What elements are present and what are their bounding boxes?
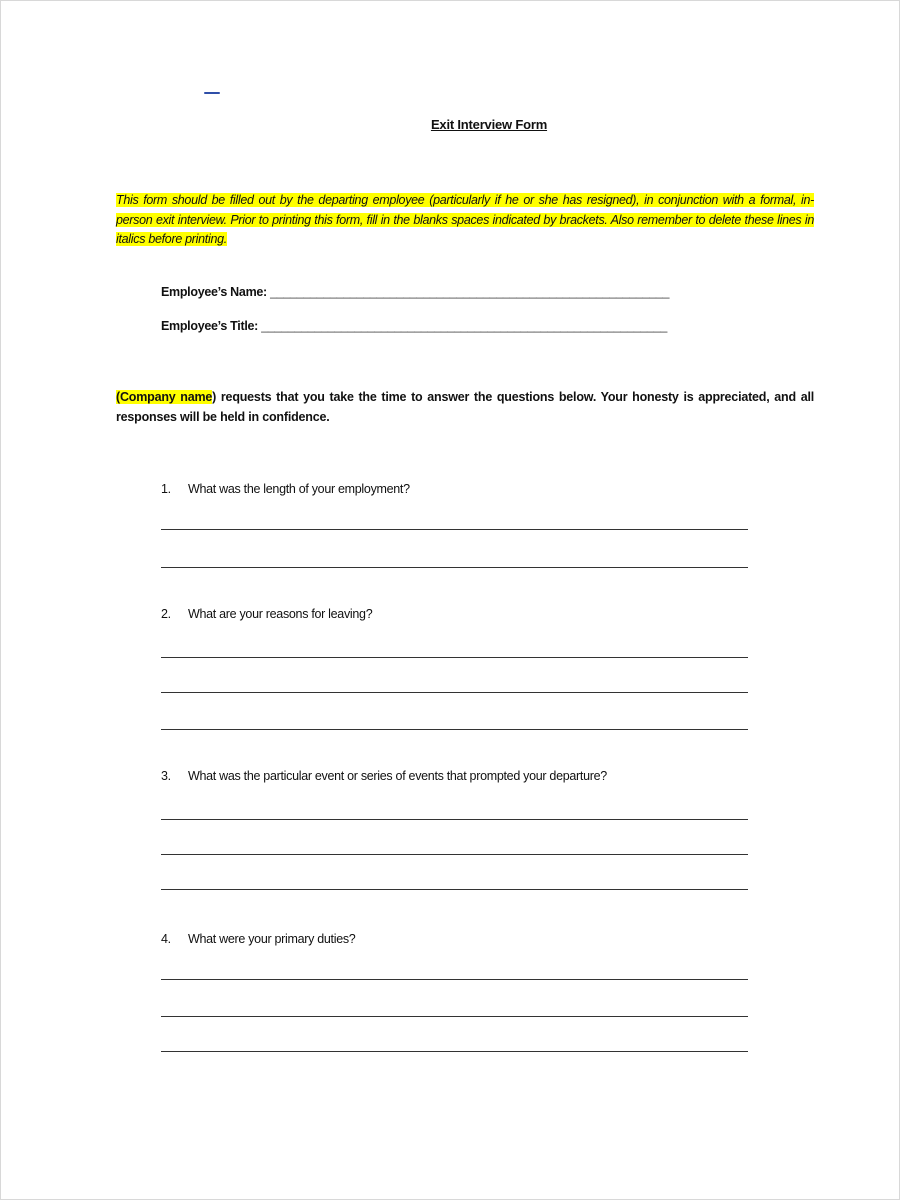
employee-name-label: Employee’s Name: — [161, 285, 267, 299]
question-1 — [161, 482, 410, 496]
answer-line — [161, 729, 748, 730]
instructions-text: This form should be filled out by the departing employee (particularly if he or she has resigned), in conjunction with a formal, in-person exit interview. Prior to printing this form, fill in the blanks spaces indicated by brackets. Also remember to delete these lines in italics before printing. — [116, 193, 814, 246]
question-number: 2. — [161, 607, 171, 621]
answer-line — [161, 692, 748, 693]
question-number: 3. — [161, 769, 171, 783]
intro-text: ) requests that you take the time to answer the questions below. Your honesty is appreciated, and all responses will be held in confidence. — [116, 390, 814, 424]
question-text: What was the length of your employment? — [188, 482, 410, 496]
employee-title-field — [161, 319, 667, 333]
employee-name-blank: ____________________________________________________________ — [270, 285, 670, 299]
form-title: Exit Interview Form — [430, 117, 548, 132]
employee-title-blank: _____________________________________________________________ — [261, 319, 667, 333]
answer-line — [161, 657, 748, 658]
question-number: 4. — [161, 932, 171, 946]
answer-line — [161, 979, 748, 980]
question-3 — [161, 769, 607, 783]
answer-line — [161, 567, 748, 568]
employee-name-field — [161, 285, 669, 299]
intro-paragraph — [116, 388, 814, 427]
corner-mark — [204, 92, 220, 94]
question-4 — [161, 932, 355, 946]
employee-title-label: Employee’s Title: — [161, 319, 259, 333]
question-text: What are your reasons for leaving? — [188, 607, 373, 621]
answer-line — [161, 819, 748, 820]
question-2 — [161, 607, 372, 621]
answer-line — [161, 1016, 748, 1017]
answer-line — [161, 889, 748, 890]
answer-line — [161, 1051, 748, 1052]
instructions-paragraph — [116, 191, 814, 250]
question-text: What was the particular event or series of events that prompted your departure? — [188, 769, 607, 783]
company-name-placeholder: (Company name — [116, 390, 213, 404]
question-number: 1. — [161, 482, 171, 496]
answer-line — [161, 854, 748, 855]
question-text: What were your primary duties? — [188, 932, 356, 946]
answer-line — [161, 529, 748, 530]
